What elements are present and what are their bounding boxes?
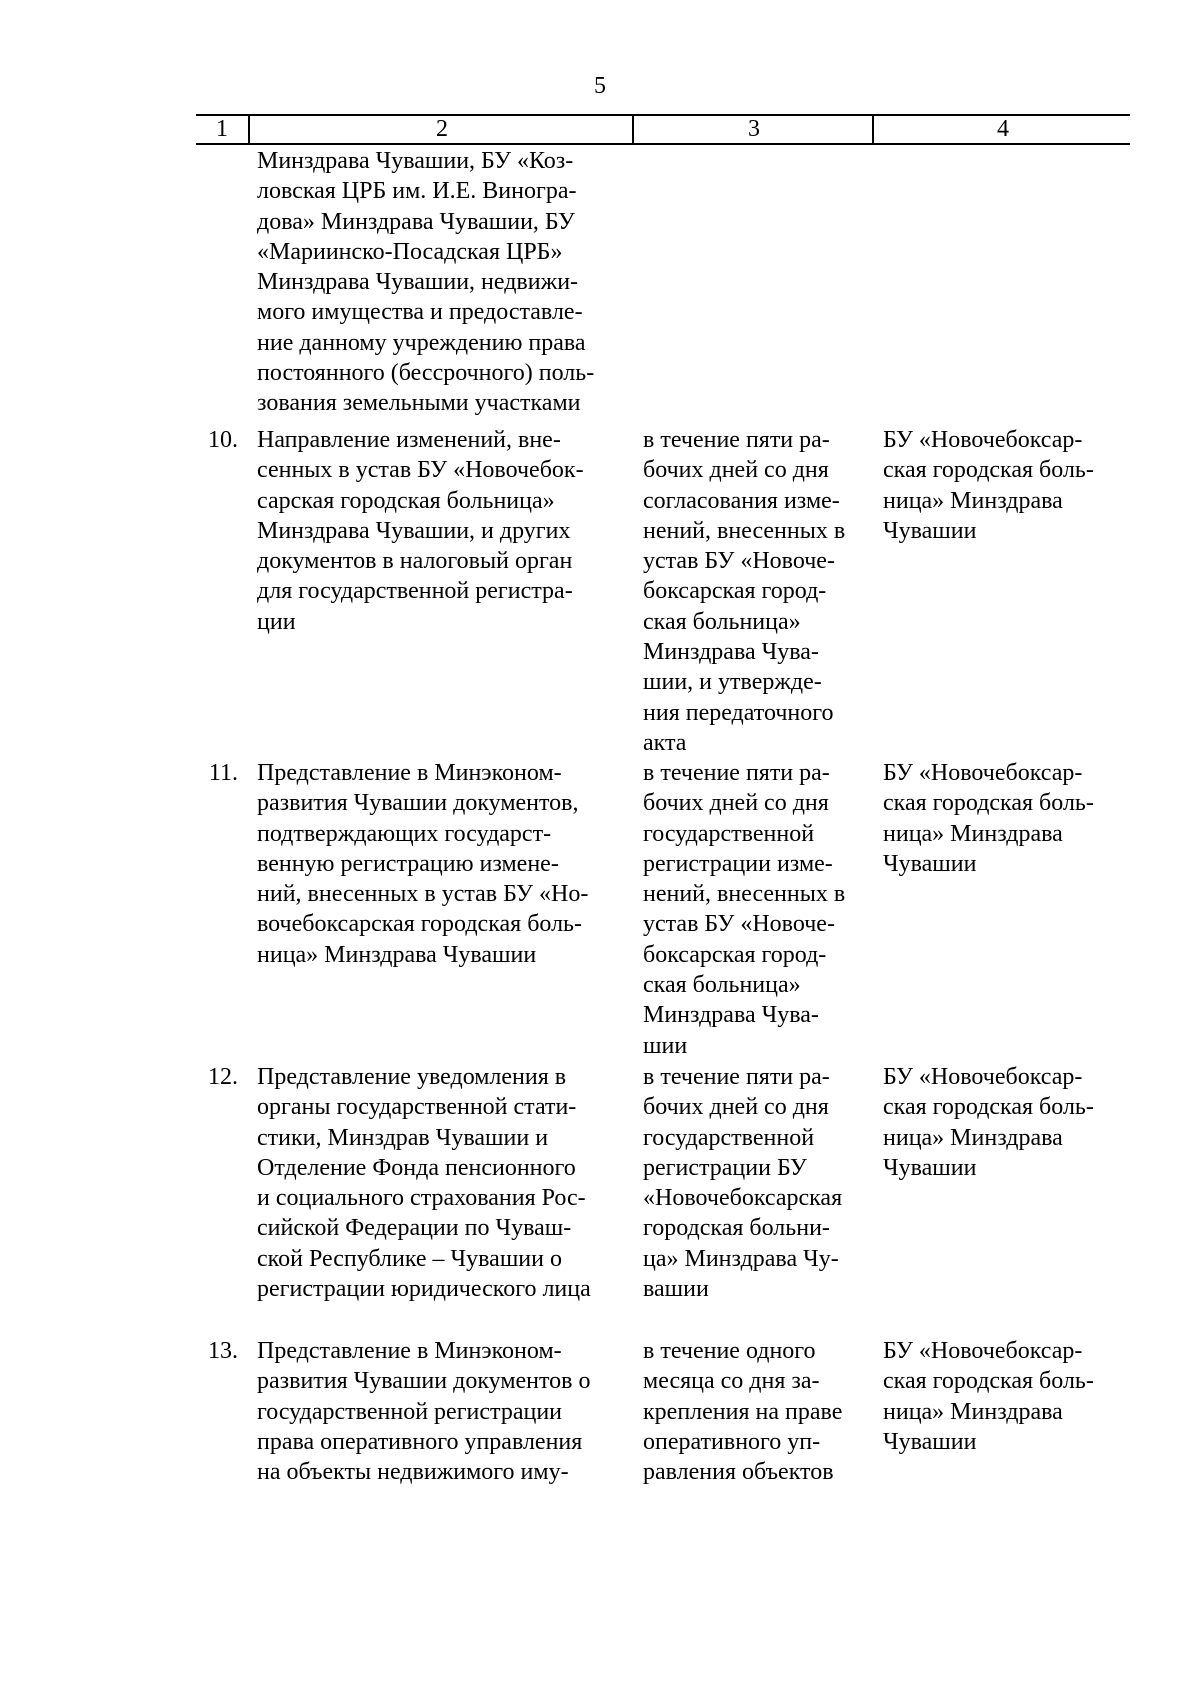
page-number: 5 — [594, 73, 606, 99]
continuation-cell-col2: Минздрава Чувашии, БУ «Коз- ловская ЦРБ им. И.Е. Виногра- дова» Минздрава Чувашии, БУ «Мариинско-Посадская ЦРБ» Минздрава Чувашии, недвижи- мого имущества и предоставле- ние данному учреждению права постоянного (бессрочного) поль- зования земельными участками — [257, 148, 595, 417]
row-description: Представление в Минэконом- развития Чувашии документов, подтверждающих государст- венную регистрацию измене- ний, внесенных в устав БУ «Но- вочебоксарская городская боль- ница» Минздрава Чувашии — [257, 760, 589, 968]
row-description: Представление уведомления в органы государственной стати- стики, Минздрав Чувашии и Отделение Фонда пенсионного и социального страхования Рос- сийской Федерации по Чуваш- ской Республике – Чувашии о регистрации юридического лица — [257, 1064, 591, 1303]
header-col-2: 2 — [248, 116, 634, 143]
row-number: 10. — [208, 427, 238, 453]
row-deadline: в течение пяти ра- бочих дней со дня согласования изме- нений, внесенных в устав БУ «Новоче- боксарская город- ская больница» Минздрава Чува- шии, и утвержде- ния передаточного акта — [643, 427, 846, 756]
row-number: 11. — [208, 760, 238, 786]
row-description: Представление в Минэконом- развития Чувашии документов о государственной регистрации права оперативного управления на объекты недвижимого иму- — [257, 1338, 591, 1486]
header-col-3: 3 — [632, 116, 874, 143]
row-deadline: в течение пяти ра- бочих дней со дня государственной регистрации изме- нений, внесенных в устав БУ «Новоче- боксарская город- ская больница» Минздрава Чува- шии — [643, 760, 846, 1059]
row-responsible: БУ «Новочебоксар- ская городская боль- ница» Минздрава Чувашии — [883, 760, 1094, 877]
row-number: 13. — [208, 1338, 238, 1364]
row-responsible: БУ «Новочебоксар- ская городская боль- ница» Минздрава Чувашии — [883, 427, 1094, 544]
header-col-1: 1 — [216, 116, 228, 142]
row-number: 12. — [208, 1064, 238, 1090]
row-description: Направление изменений, вне- сенных в устав БУ «Новочебок- сарская городская больница» Минздрава Чувашии, и других документов в налоговый орган для государственной регистра- ции — [257, 427, 584, 635]
row-deadline: в течение одного месяца со дня за- крепления на праве оперативного уп- равления объектов — [643, 1338, 843, 1486]
row-deadline: в течение пяти ра- бочих дней со дня государственной регистрации БУ «Новочебоксарская городская больни- ца» Минздрава Чу- вашии — [643, 1064, 843, 1303]
row-responsible: БУ «Новочебоксар- ская городская боль- ница» Минздрава Чувашии — [883, 1064, 1094, 1181]
header-col-4: 4 — [872, 116, 1132, 143]
table-header-row — [196, 114, 1130, 145]
row-responsible: БУ «Новочебоксар- ская городская боль- ница» Минздрава Чувашии — [883, 1338, 1094, 1455]
